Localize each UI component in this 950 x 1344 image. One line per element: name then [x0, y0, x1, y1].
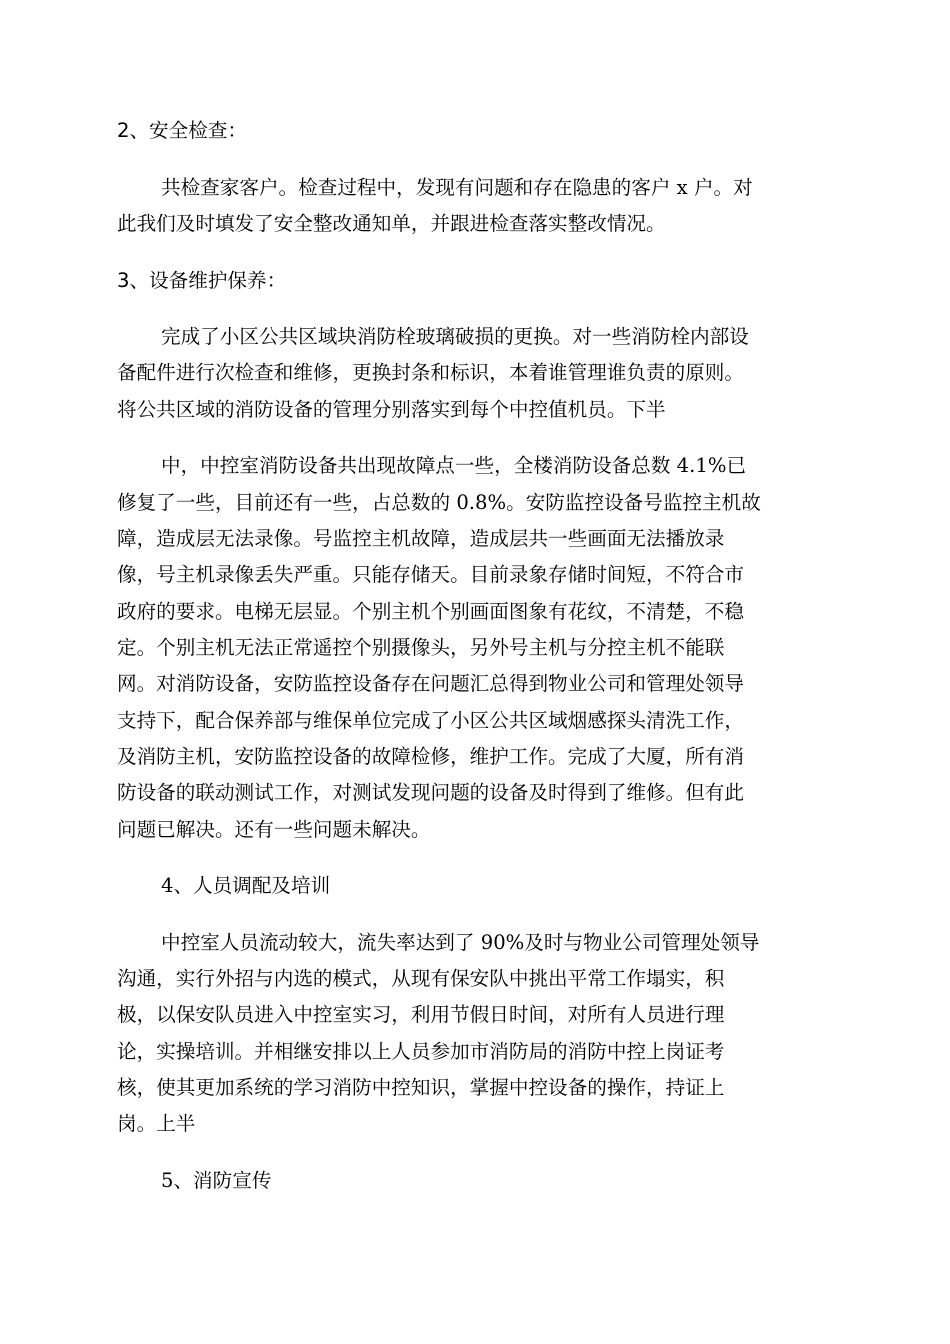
paragraph-line: 备配件进行次检查和维修，更换封条和标识，本着谁管理谁负责的原则。 [117, 361, 744, 384]
paragraph-line: 障，造成层无法录像。号监控主机故障，造成层共一些画面无法播放录 [117, 527, 725, 550]
paragraph-line: 沟通，实行外招与内选的模式，从现有保安队中挑出平常工作塌实，积 [117, 967, 725, 990]
paragraph-line: 中，中控室消防设备共出现故障点一些，全楼消防设备总数 4.1%已 [161, 454, 747, 477]
paragraph-line: 政府的要求。电梯无层显。个别主机个别画面图象有花纹，不清楚，不稳 [117, 600, 744, 623]
section-heading: 3、设备维护保养： [117, 269, 287, 292]
paragraph-line: 极，以保安队员进入中控室实习，利用节假日时间，对所有人员进行理 [117, 1003, 725, 1026]
paragraph-line: 定。个别主机无法正常遥控个别摄像头，另外号主机与分控主机不能联 [117, 636, 725, 659]
paragraph-line: 共检查家客户。检查过程中，发现有问题和存在隐患的客户 x 户。对 [161, 176, 753, 199]
paragraph-line: 岗。上半 [117, 1112, 196, 1135]
paragraph-line: 中控室人员流动较大，流失率达到了 90%及时与物业公司管理处领导 [161, 931, 760, 954]
paragraph-line: 论，实操培训。并相继安排以上人员参加市消防局的消防中控上岗证考 [117, 1040, 725, 1063]
paragraph-line: 防设备的联动测试工作，对测试发现问题的设备及时得到了维修。但有此 [117, 781, 744, 804]
section-heading: 4、人员调配及培训 [161, 874, 331, 897]
paragraph-line: 将公共区域的消防设备的管理分别落实到每个中控值机员。下半 [117, 398, 666, 421]
paragraph-line: 完成了小区公共区域块消防栓玻璃破损的更换。对一些消防栓内部设 [161, 325, 749, 348]
paragraph-line: 像，号主机录像丢失严重。只能存储天。目前录象存储时间短，不符合市 [117, 563, 744, 586]
section-heading: 5、消防宣传 [161, 1169, 272, 1192]
paragraph-line: 及消防主机，安防监控设备的故障检修，维护工作。完成了大厦，所有消 [117, 745, 744, 768]
paragraph-line: 此我们及时填发了安全整改通知单，并跟进检查落实整改情况。 [117, 212, 666, 235]
section-heading: 2、安全检查： [117, 119, 248, 142]
paragraph-line: 核，使其更加系统的学习消防中控知识，掌握中控设备的操作，持证上 [117, 1076, 725, 1099]
paragraph-line: 支持下，配合保养部与维保单位完成了小区公共区域烟感探头清洗工作， [117, 709, 744, 732]
paragraph-line: 网。对消防设备，安防监控设备存在问题汇总得到物业公司和管理处领导 [117, 672, 744, 695]
paragraph-line: 修复了一些，目前还有一些，占总数的 0.8%。安防监控设备号监控主机故 [117, 491, 761, 514]
paragraph-line: 问题已解决。还有一些问题未解决。 [117, 818, 431, 841]
